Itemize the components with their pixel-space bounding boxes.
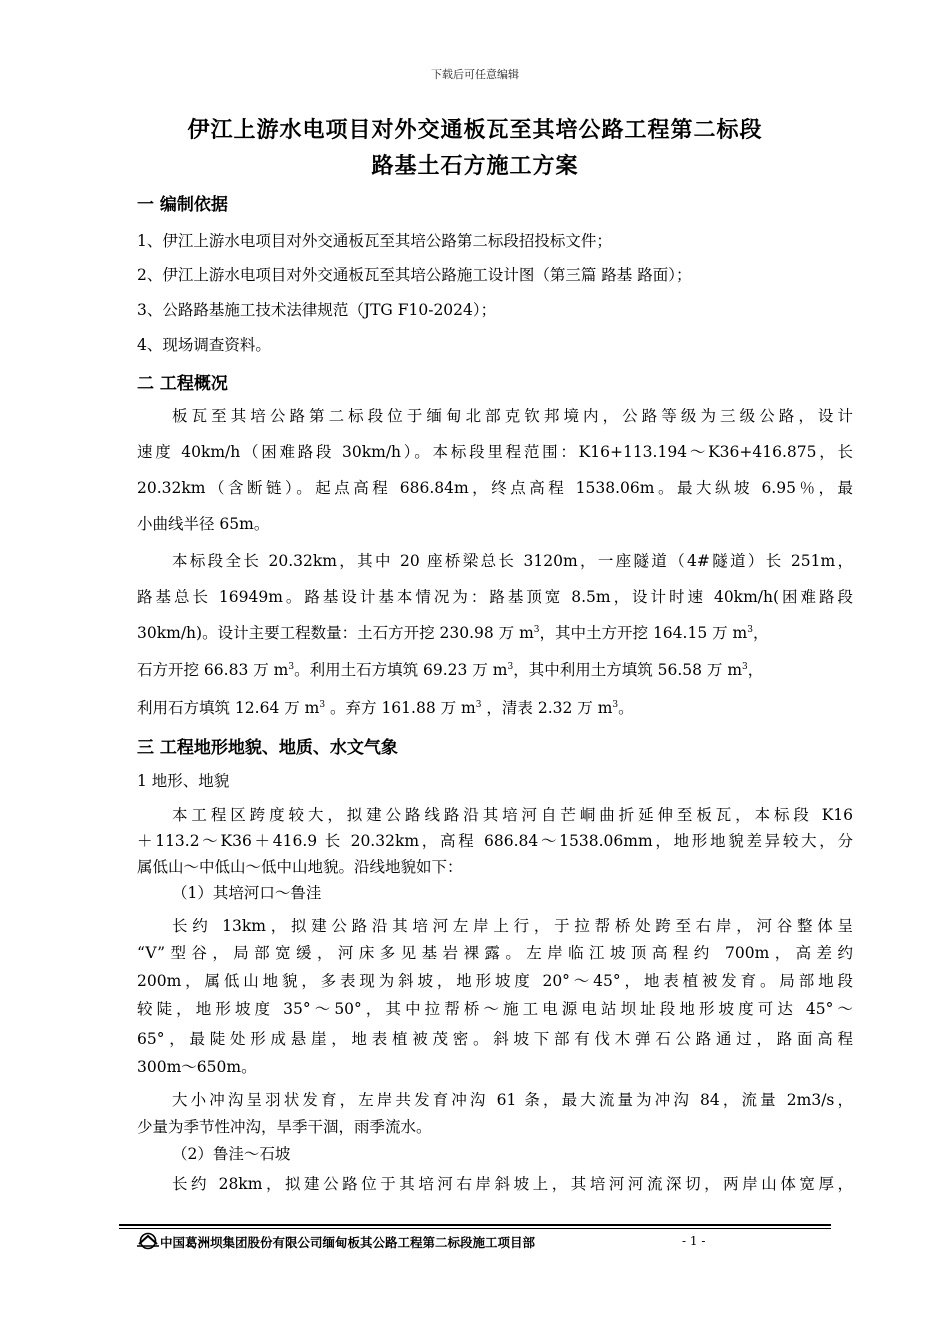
basis-item-2: 2、伊江上游水电项目对外交通板瓦至其培公路施工设计图（第三篇 路基 路面）；: [137, 266, 692, 284]
footer-company: 中国葛洲坝集团股份有限公司缅甸板其公路工程第二标段施工项目部: [160, 1235, 536, 1250]
basis-item-4: 4、现场调查资料。: [137, 336, 271, 354]
overview-p1-line1: 板瓦至其培公路第二标段位于缅甸北部克钦邦境内，公路等级为三级公路，设计: [172, 407, 853, 425]
terrain-p2-line6: 300m～650m。: [137, 1058, 257, 1076]
overview-p2-line3: 30km/h)。设计主要工程数量：土石方开挖 230.98 万 $m^3$，其中土方开挖 164.15 万 $m^3$，: [137, 624, 769, 642]
page-number: - 1 -: [682, 1234, 706, 1248]
overview-p2-line1: 本标段全长 20.32km，其中 20 座桥梁总长 3120m，一座隧道（4#隧道）长 251m，: [172, 552, 853, 570]
section-heading-terrain: 三 工程地形地貌、地质、水文气象: [137, 738, 398, 758]
overview-p2-line5: 利用石方填筑 12.64 万 $m^3$ 。弃方 161.88 万 $m^3$ ，清表 2.32 万 $m^3$。: [137, 699, 634, 717]
terrain-subheading: 1 地形、地貌: [137, 772, 230, 790]
basis-item-3: 3、公路路基施工技术法律规范（JTG F10-2024）；: [137, 301, 497, 319]
terrain-p1-line2: ＋113.2～K36＋416.9 长 20.32km，高程 686.84～1538.06mm，地形地貌差异较大，分: [137, 832, 853, 850]
footer-rule-thin: [119, 1228, 831, 1229]
document-title-line2: 路基土石方施工方案: [371, 153, 579, 179]
overview-p1-line2: 速度 40km/h（困难路段 30km/h）。本标段里程范围：K16+113.194～K36+416.875，长: [137, 443, 853, 461]
terrain-sub-b: （2）鲁洼～石坡: [172, 1145, 291, 1163]
overview-p1-line4: 小曲线半径 65m。: [137, 515, 270, 533]
company-logo-icon: [137, 1232, 159, 1250]
basis-item-1: 1、伊江上游水电项目对外交通板瓦至其培公路第二标段招投标文件；: [137, 232, 612, 250]
section-heading-basis: 一 编制依据: [137, 195, 228, 215]
terrain-p3-line2: 少量为季节性冲沟，旱季干涸，雨季流水。: [137, 1118, 432, 1136]
terrain-p2-line5: 65°，最陡处形成悬崖，地表植被茂密。斜坡下部有伐木弹石公路通过，路面高程: [137, 1030, 853, 1048]
terrain-p2-line4: 较陡，地形坡度 35°～50°，其中拉帮桥～施工电源电站坝址段地形坡度可达 45°～: [137, 1000, 853, 1018]
terrain-p4-line1: 长约 28km，拟建公路位于其培河右岸斜坡上，其培河河流深切，两岸山体宽厚，: [172, 1175, 853, 1193]
overview-p2-line4: 石方开挖 66.83 万 $m^3$。利用土石方填筑 69.23 万 $m^3$，其中利用土方填筑 56.58 万 $m^3$，: [137, 661, 764, 679]
section-heading-overview: 二 工程概况: [137, 374, 228, 394]
terrain-p3-line1: 大小冲沟呈羽状发育，左岸共发育冲沟 61 条，最大流量为冲沟 84，流量 2m3/s，: [172, 1091, 853, 1109]
terrain-p2-line1: 长约 13km，拟建公路沿其培河左岸上行，于拉帮桥处跨至右岸，河谷整体呈: [172, 917, 853, 935]
document-title-line1: 伊江上游水电项目对外交通板瓦至其培公路工程第二标段: [187, 117, 763, 143]
overview-p2-line2: 路基总长 16949m。路基设计基本情况为：路基顶宽 8.5m，设计时速 40km/h(困难路段: [137, 588, 853, 606]
terrain-p1-line3: 属低山～中低山～低中山地貌。沿线地貌如下：: [137, 858, 463, 876]
terrain-p1-line1: 本工程区跨度较大，拟建公路线路沿其培河自芒峒曲折延伸至板瓦，本标段 K16: [172, 806, 853, 824]
terrain-sub-a: （1）其培河口～鲁洼: [172, 884, 322, 902]
overview-p1-line3: 20.32km（含断链）。起点高程 686.84m，终点高程 1538.06m。最大纵坡 6.95％，最: [137, 479, 853, 497]
terrain-p2-line3: 200m，属低山地貌，多表现为斜坡，地形坡度 20°～45°，地表植被发育。局部地段: [137, 972, 853, 990]
header-note: 下载后可任意编辑: [431, 68, 519, 81]
footer-rule: [119, 1224, 831, 1226]
terrain-p2-line2: “V”型谷，局部宽缓，河床多见基岩裸露。左岸临江坡顶高程约 700m，高差约: [137, 944, 853, 962]
